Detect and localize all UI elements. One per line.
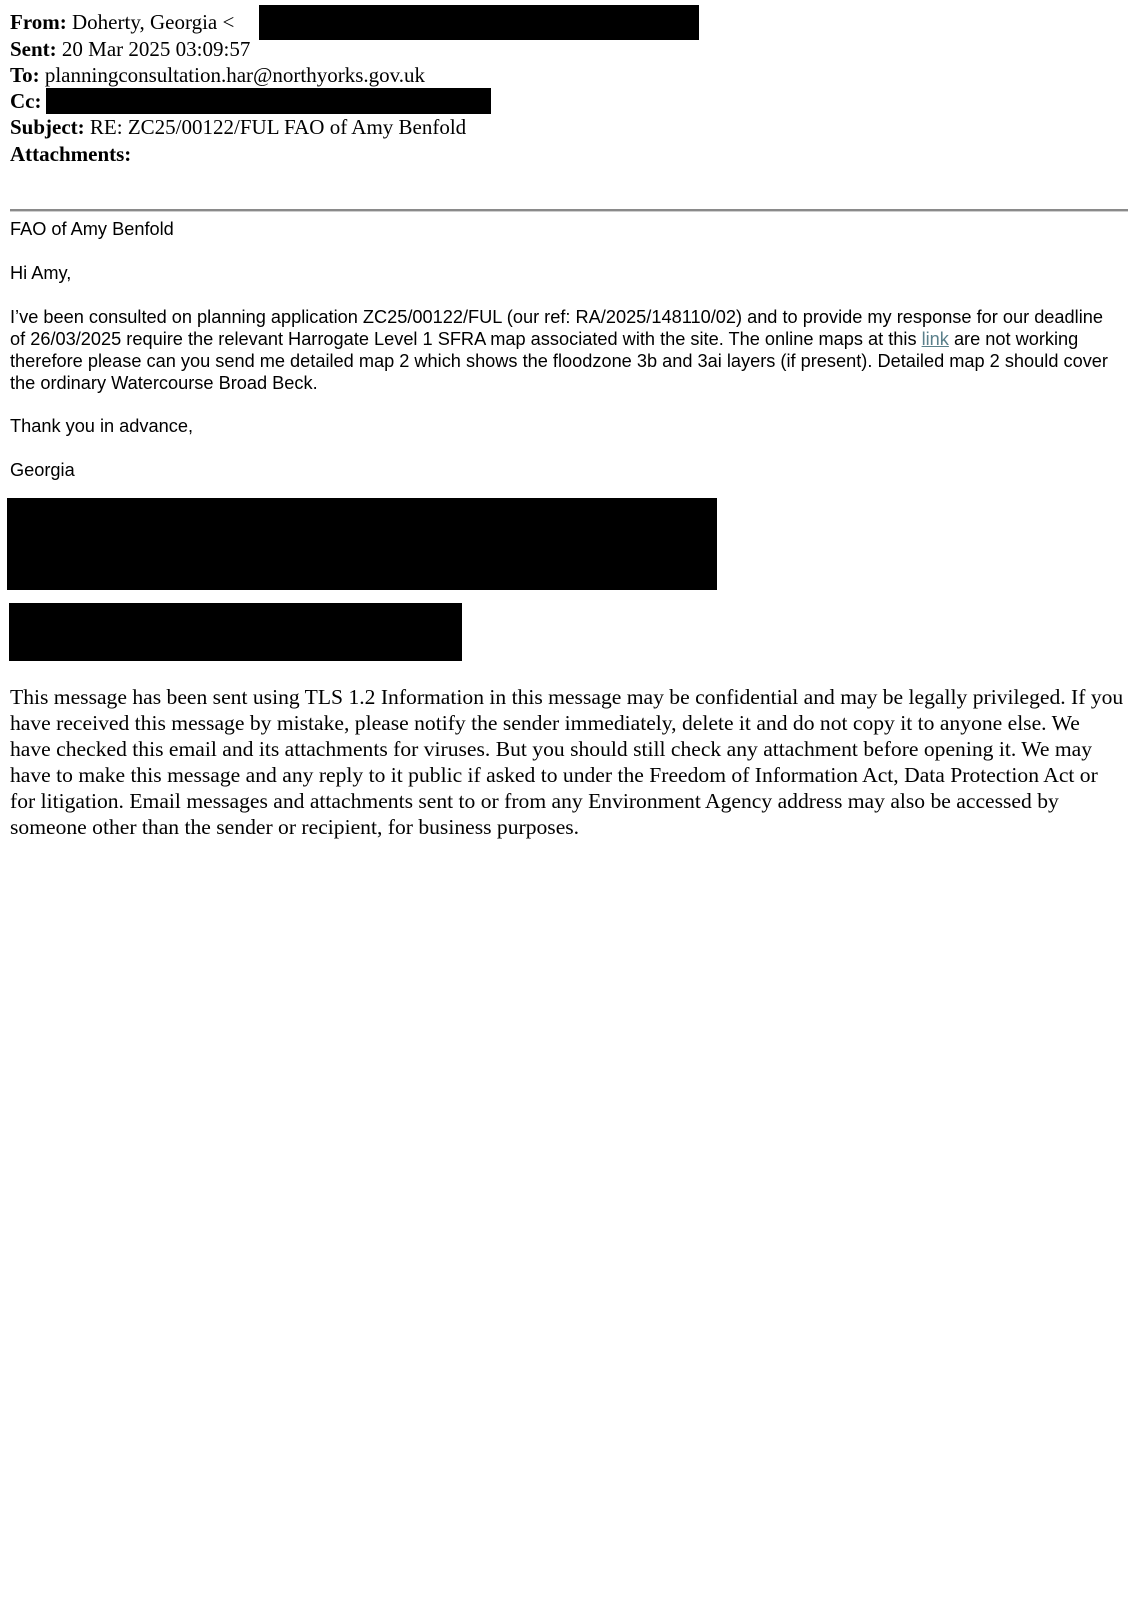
fao-line: FAO of Amy Benfold — [10, 219, 174, 239]
redacted-signature-block — [7, 498, 717, 590]
cc-label: Cc: — [10, 89, 42, 113]
subject-value: RE: ZC25/00122/FUL FAO of Amy Benfold — [89, 115, 467, 139]
redacted-cc-recipients — [46, 88, 491, 114]
message-paragraph — [10, 306, 1122, 394]
attachments-label: Attachments: — [10, 142, 132, 166]
redacted-signature-logo — [9, 603, 462, 661]
redacted-from-email — [259, 5, 699, 40]
to-line — [10, 62, 425, 88]
paragraph-text-end: are not working therefore please can you send me detailed map 2 which shows the floodzone 3b and 3ai layers (if present). Detailed map 2 should cover the ordinary Watercourse Broad Beck. — [10, 329, 1108, 393]
subject-label: Subject: — [10, 115, 85, 139]
sent-line — [10, 36, 250, 62]
from-line — [10, 9, 234, 35]
to-label: To: — [10, 63, 40, 87]
subject-line — [10, 114, 466, 140]
sent-value: 20 Mar 2025 03:09:57 — [61, 37, 251, 61]
from-label: From: — [10, 10, 67, 34]
cc-line — [10, 88, 41, 114]
greeting: Hi Amy, — [10, 263, 72, 283]
paragraph-text-start: I’ve been consulted on planning application ZC25/00122/FUL (our ref: RA/2025/148110/02) and to provide my response for our deadline of 26/03/2025 require the relevant Harrogate Level 1 SFRA map associated with the site. The online maps at this — [10, 307, 1103, 349]
signoff: Georgia — [10, 460, 75, 480]
attachments-line — [10, 141, 131, 167]
maps-link[interactable]: link — [921, 329, 949, 349]
header-divider — [10, 209, 1128, 212]
thanks-line: Thank you in advance, — [10, 416, 194, 436]
disclaimer-text: This message has been sent using TLS 1.2 Information in this message may be confidential and may be legally privileged. If you have received this message by mistake, please notify the sender immediately, delete it and do not copy it to anyone else. We have checked this email and its attachments for viruses. But you should still check any attachment before opening it. We may have to make this message and any reply to it public if asked to under the Freedom of Information Act, Data Protection Act or for litigation. Email messages and attachments sent to or from any Environment Agency address may also be accessed by someone other than the sender or recipient, for business purposes. — [10, 685, 1124, 839]
sent-label: Sent: — [10, 37, 57, 61]
to-value: planningconsultation.har@northyorks.gov.uk — [44, 63, 426, 87]
from-value: Doherty, Georgia < — [72, 10, 235, 34]
